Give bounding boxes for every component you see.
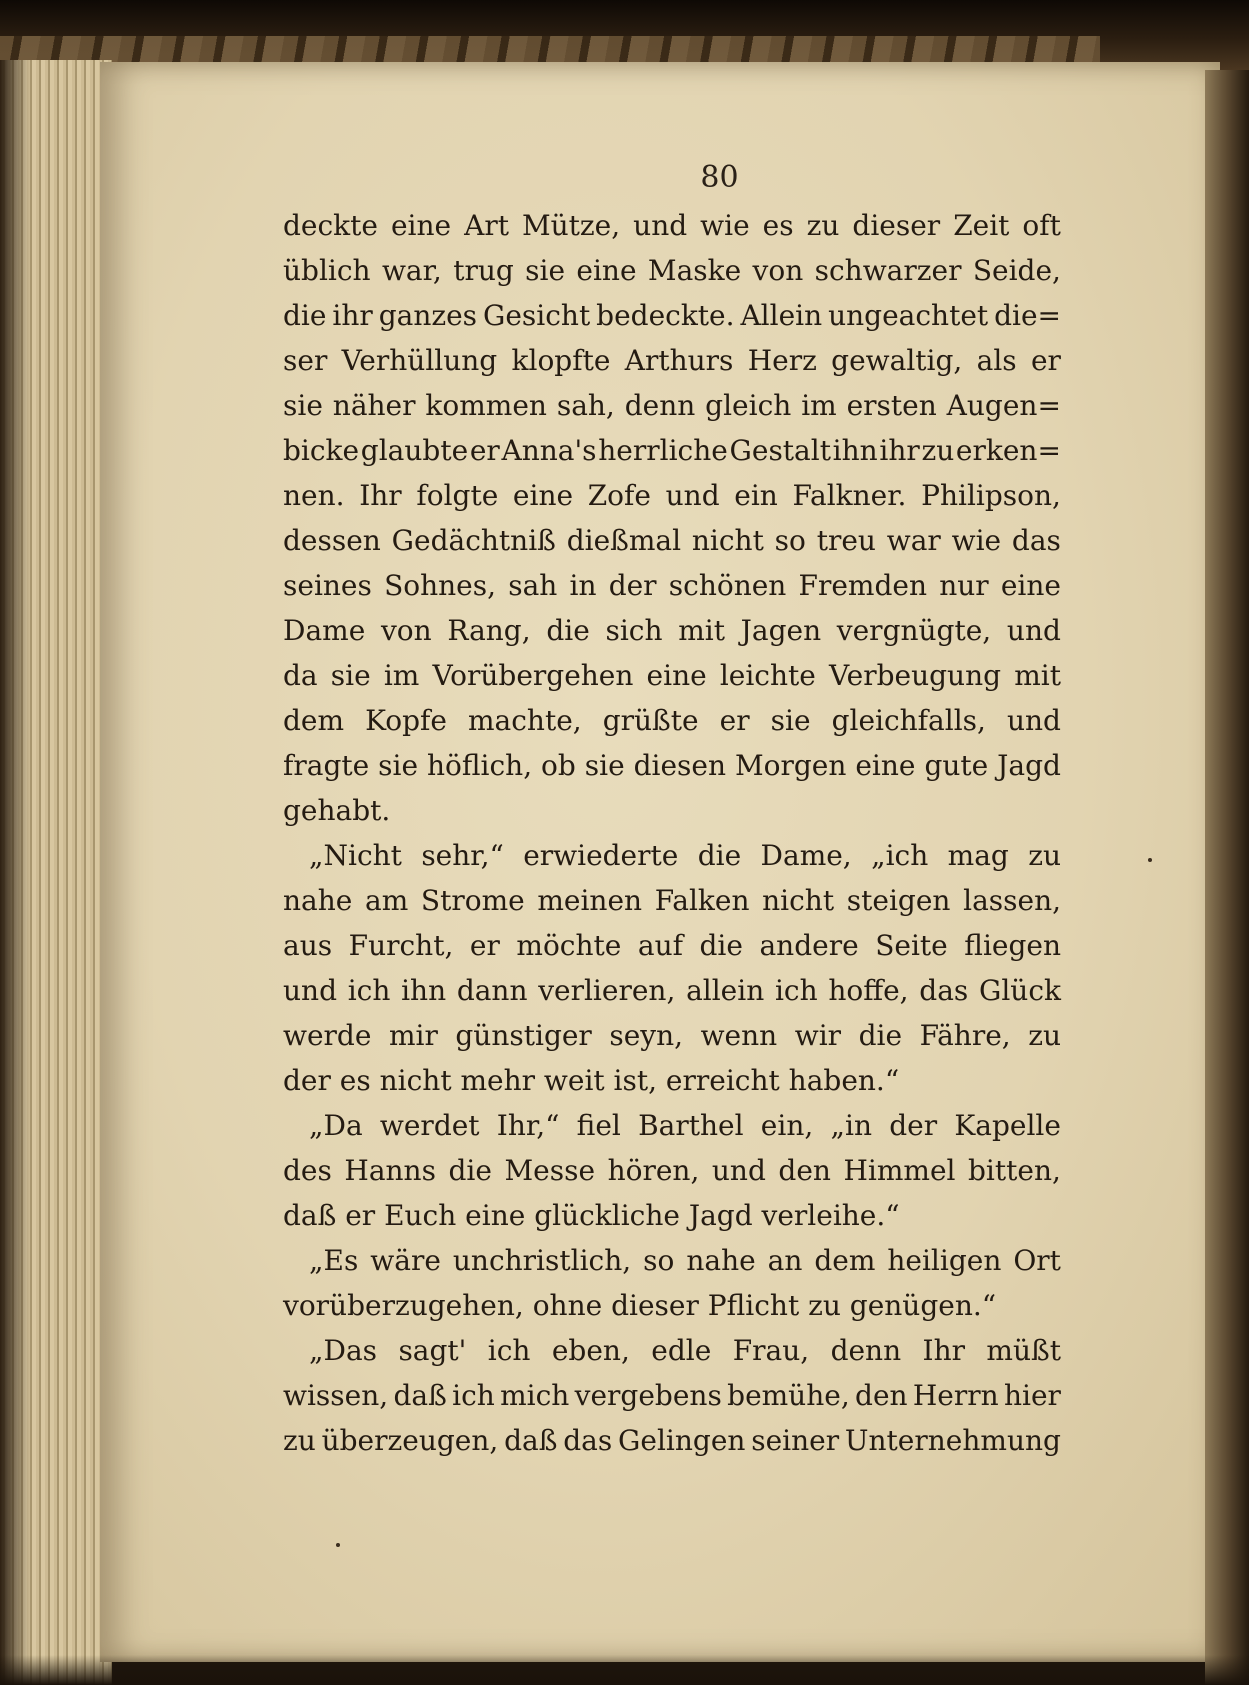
word: nicht: [691, 524, 764, 557]
text-line: [283, 1373, 1061, 1418]
word: er: [1030, 344, 1061, 377]
word: „Das: [309, 1334, 378, 1367]
text-line: [283, 1283, 1061, 1328]
word: erwiederte: [523, 839, 679, 872]
word: die: [697, 839, 742, 872]
word: üblich: [283, 254, 371, 287]
word: sah: [508, 569, 558, 602]
word: sie: [378, 749, 419, 782]
word: eine: [576, 254, 637, 287]
word: Barthel: [638, 1109, 744, 1142]
word: erken=: [955, 434, 1061, 467]
word: auf: [637, 929, 683, 962]
word: eine: [512, 479, 574, 512]
word: Glück: [978, 974, 1061, 1007]
word: „in: [830, 1109, 872, 1142]
word: Jagd: [997, 749, 1061, 782]
word: nahe: [283, 884, 353, 917]
word: dann: [456, 974, 528, 1007]
word: dem: [814, 1244, 876, 1277]
text-line: [283, 383, 1061, 428]
word: Augen=: [946, 389, 1061, 422]
word: zu: [921, 434, 955, 467]
word: wenn: [700, 1019, 778, 1052]
word: zu: [1028, 1019, 1061, 1052]
word: eine: [646, 659, 707, 692]
word: von: [380, 614, 432, 647]
word: das: [1011, 524, 1061, 557]
word: das: [563, 1424, 613, 1457]
text-line: [283, 428, 1061, 473]
word: sie: [770, 704, 811, 737]
word: der: [889, 1109, 938, 1142]
page-stack-shadow: [0, 60, 30, 1685]
word: „Nicht: [309, 839, 402, 872]
word: der: [608, 569, 657, 602]
word: steigen: [846, 884, 951, 917]
book-gutter: [1205, 70, 1249, 1685]
word: Frau,: [732, 1334, 810, 1367]
word: heiligen: [887, 1244, 1002, 1277]
word: ihn: [832, 434, 878, 467]
word: Fähre,: [919, 1019, 1011, 1052]
word: wäre: [370, 1244, 441, 1277]
word: die: [546, 614, 590, 647]
text-line: [283, 293, 1061, 338]
word: Dame: [283, 614, 366, 647]
word: wissen,: [283, 1379, 389, 1412]
word: ich: [347, 974, 391, 1007]
word: so: [774, 524, 806, 557]
word: Unternehmung: [844, 1424, 1061, 1457]
word: da: [283, 659, 318, 692]
word: ersten: [846, 389, 937, 422]
word: leichte: [719, 659, 816, 692]
word: die: [283, 299, 327, 332]
word: müßt: [986, 1334, 1061, 1367]
word: und: [633, 209, 688, 242]
word: ich: [452, 1379, 495, 1412]
word: und: [665, 479, 720, 512]
word: den: [855, 1379, 908, 1412]
word: und: [283, 974, 337, 1007]
line-text: gehabt.: [283, 794, 391, 827]
word: diesen: [633, 749, 727, 782]
word: deckte: [283, 209, 378, 242]
word: hoffe,: [828, 974, 909, 1007]
word: ihn: [401, 974, 447, 1007]
word: Ihr: [922, 1334, 966, 1367]
word: Philipson,: [921, 479, 1061, 512]
word: fliegen: [964, 929, 1061, 962]
word: das: [919, 974, 969, 1007]
word: er: [719, 704, 750, 737]
word: Ihr,“: [496, 1109, 560, 1142]
word: überzeugen,: [321, 1424, 499, 1457]
word: daß: [393, 1379, 447, 1412]
word: kommen: [425, 389, 547, 422]
word: die: [699, 929, 743, 962]
text-line: [283, 1328, 1061, 1373]
page-number: 80: [700, 160, 739, 195]
word: Gestalt: [729, 434, 831, 467]
word: ganzes: [378, 299, 478, 332]
word: „ich: [871, 839, 929, 872]
word: Verhüllung: [341, 344, 498, 377]
word: sie: [283, 389, 323, 422]
text-line: [283, 833, 1061, 878]
word: Vorübergehen: [432, 659, 634, 692]
text-line: [283, 518, 1061, 563]
word: nicht: [762, 884, 835, 917]
word: dieser: [852, 209, 941, 242]
word: meinen: [537, 884, 643, 917]
word: herrliche: [598, 434, 728, 467]
word: folgte: [416, 479, 499, 512]
word: Messe: [504, 1154, 596, 1187]
ink-speck: [336, 1543, 340, 1547]
word: sehr,“: [421, 839, 504, 872]
word: schönen: [668, 569, 787, 602]
word: schwarzer: [814, 254, 962, 287]
word: denn: [830, 1334, 902, 1367]
word: Verbeugung: [829, 659, 1002, 692]
word: sagt': [398, 1334, 467, 1367]
word: hier: [1004, 1379, 1061, 1412]
word: allein: [686, 974, 765, 1007]
word: gleichfalls,: [831, 704, 986, 737]
torn-page-edge: [0, 36, 1100, 62]
word: hören,: [607, 1154, 700, 1187]
ink-speck: [1148, 858, 1152, 862]
word: Herz: [747, 344, 817, 377]
text-line: [283, 563, 1061, 608]
word: „Da: [309, 1109, 363, 1142]
word: dießmal: [566, 524, 682, 557]
word: nen.: [283, 479, 345, 512]
word: oft: [1022, 209, 1061, 242]
word: als: [976, 344, 1017, 377]
word: sie: [525, 254, 566, 287]
word: mag: [947, 839, 1009, 872]
text-line: [283, 1418, 1061, 1463]
word: ihr: [332, 299, 373, 332]
word: von: [752, 254, 804, 287]
word: treu: [816, 524, 876, 557]
word: mir: [388, 1019, 438, 1052]
word: Ort: [1013, 1244, 1061, 1277]
text-line: [283, 743, 1061, 788]
word: machte,: [468, 704, 582, 737]
word: sich: [605, 614, 663, 647]
word: Morgen: [734, 749, 847, 782]
word: sie: [330, 659, 371, 692]
word: daß: [504, 1424, 558, 1457]
text-line: [283, 968, 1061, 1013]
word: Kapelle: [954, 1109, 1061, 1142]
word: ungeachtet: [828, 299, 989, 332]
text-line: [283, 1193, 1061, 1238]
word: Herrn: [912, 1379, 999, 1412]
word: gute: [924, 749, 989, 782]
word: ein,: [760, 1109, 814, 1142]
word: sie: [584, 749, 625, 782]
word: die: [858, 1019, 903, 1052]
text-line: [283, 788, 1061, 833]
line-text: der es nicht mehr weit ist, erreicht haben.“: [283, 1064, 900, 1097]
word: bedeckte.: [596, 299, 735, 332]
text-line: [283, 608, 1061, 653]
text-line: [283, 878, 1061, 923]
word: fragte: [283, 749, 370, 782]
text-line: [283, 1103, 1061, 1148]
word: „Es: [309, 1244, 359, 1277]
word: Allein: [740, 299, 823, 332]
book-bottom-edge: [0, 1655, 1249, 1685]
word: vergnügte,: [836, 614, 992, 647]
word: eine: [1000, 569, 1061, 602]
word: Hanns: [344, 1154, 436, 1187]
text-line: [283, 473, 1061, 518]
word: ich: [774, 974, 818, 1007]
word: Zeit: [953, 209, 1010, 242]
word: Kopfe: [365, 704, 447, 737]
text-line: [283, 248, 1061, 293]
word: in: [569, 569, 597, 602]
word: die: [448, 1154, 492, 1187]
word: klopfte: [511, 344, 611, 377]
word: mit: [678, 614, 725, 647]
word: trug: [453, 254, 514, 287]
word: Sohnes,: [384, 569, 497, 602]
word: günstiger: [455, 1019, 592, 1052]
word: werde: [283, 1019, 372, 1052]
word: denn: [624, 389, 696, 422]
word: ser: [283, 344, 328, 377]
text-line: [283, 1013, 1061, 1058]
word: dessen: [283, 524, 381, 557]
word: lassen,: [963, 884, 1061, 917]
word: bitten,: [968, 1154, 1061, 1187]
word: eine: [390, 209, 452, 242]
word: Seide,: [972, 254, 1061, 287]
word: Strome: [420, 884, 525, 917]
text-line: [283, 698, 1061, 743]
word: er: [469, 434, 500, 467]
word: ein: [734, 479, 778, 512]
line-text: vorüberzugehen, ohne dieser Pflicht zu genügen.“: [283, 1289, 997, 1322]
text-line: [283, 653, 1061, 698]
word: höflich,: [426, 749, 533, 782]
word: seyn,: [609, 1019, 684, 1052]
word: ob: [541, 749, 576, 782]
word: es: [762, 209, 794, 242]
word: zu: [806, 209, 840, 242]
word: zu: [1028, 839, 1061, 872]
word: seiner: [751, 1424, 840, 1457]
text-line: [283, 923, 1061, 968]
word: bicke: [283, 434, 360, 467]
word: war,: [381, 254, 442, 287]
word: mich: [500, 1379, 570, 1412]
word: Gedächtniß: [391, 524, 556, 557]
word: verlieren,: [538, 974, 676, 1007]
word: am: [365, 884, 409, 917]
word: und: [711, 1154, 766, 1187]
word: Furcht,: [348, 929, 454, 962]
word: werdet: [379, 1109, 480, 1142]
word: grüßte: [602, 704, 699, 737]
word: Fremden: [798, 569, 927, 602]
word: eben,: [551, 1334, 630, 1367]
word: nahe: [686, 1244, 756, 1277]
word: wir: [794, 1019, 842, 1052]
text-line: [283, 1238, 1061, 1283]
word: Falkner.: [792, 479, 907, 512]
word: wie: [951, 524, 1002, 557]
text-line: [283, 1148, 1061, 1193]
word: Maske: [647, 254, 742, 287]
word: und: [1006, 704, 1061, 737]
body-text: [283, 203, 1061, 1463]
word: Dame,: [760, 839, 852, 872]
word: so: [643, 1244, 675, 1277]
word: näher: [332, 389, 416, 422]
word: Jagen: [740, 614, 822, 647]
word: unchristlich,: [452, 1244, 632, 1277]
word: zu: [283, 1424, 316, 1457]
text-line: [283, 203, 1061, 248]
word: vergebens: [574, 1379, 722, 1412]
word: Gesicht: [482, 299, 591, 332]
word: gleich: [705, 389, 792, 422]
text-line: [283, 1058, 1061, 1103]
word: andere: [759, 929, 859, 962]
word: an: [767, 1244, 803, 1277]
word: gewaltig,: [831, 344, 963, 377]
word: sah,: [556, 389, 615, 422]
word: fiel: [576, 1109, 621, 1142]
word: glaubte: [360, 434, 469, 467]
word: Mütze,: [521, 209, 621, 242]
word: Zofe: [587, 479, 651, 512]
word: den: [778, 1154, 831, 1187]
word: Himmel: [843, 1154, 956, 1187]
word: aus: [283, 929, 333, 962]
word: er: [469, 929, 500, 962]
word: Ihr: [359, 479, 402, 512]
word: Falken: [654, 884, 750, 917]
word: Gelingen: [618, 1424, 746, 1457]
word: die=: [994, 299, 1061, 332]
word: mit: [1014, 659, 1061, 692]
word: dem: [283, 704, 345, 737]
word: des: [283, 1154, 332, 1187]
word: Arthurs: [624, 344, 734, 377]
word: möchte: [516, 929, 622, 962]
word: bemühe,: [727, 1379, 850, 1412]
word: im: [801, 389, 837, 422]
word: ihr: [879, 434, 920, 467]
word: Art: [464, 209, 509, 242]
word: seines: [283, 569, 372, 602]
word: Anna's: [501, 434, 597, 467]
word: und: [1006, 614, 1061, 647]
word: wie: [700, 209, 750, 242]
word: Seite: [875, 929, 948, 962]
line-text: daß er Euch eine glückliche Jagd verleihe.“: [283, 1199, 900, 1232]
word: edle: [651, 1334, 712, 1367]
text-line: [283, 338, 1061, 383]
word: im: [383, 659, 420, 692]
word: Rang,: [447, 614, 531, 647]
word: eine: [855, 749, 916, 782]
word: ich: [487, 1334, 531, 1367]
word: war: [886, 524, 941, 557]
word: nur: [939, 569, 989, 602]
